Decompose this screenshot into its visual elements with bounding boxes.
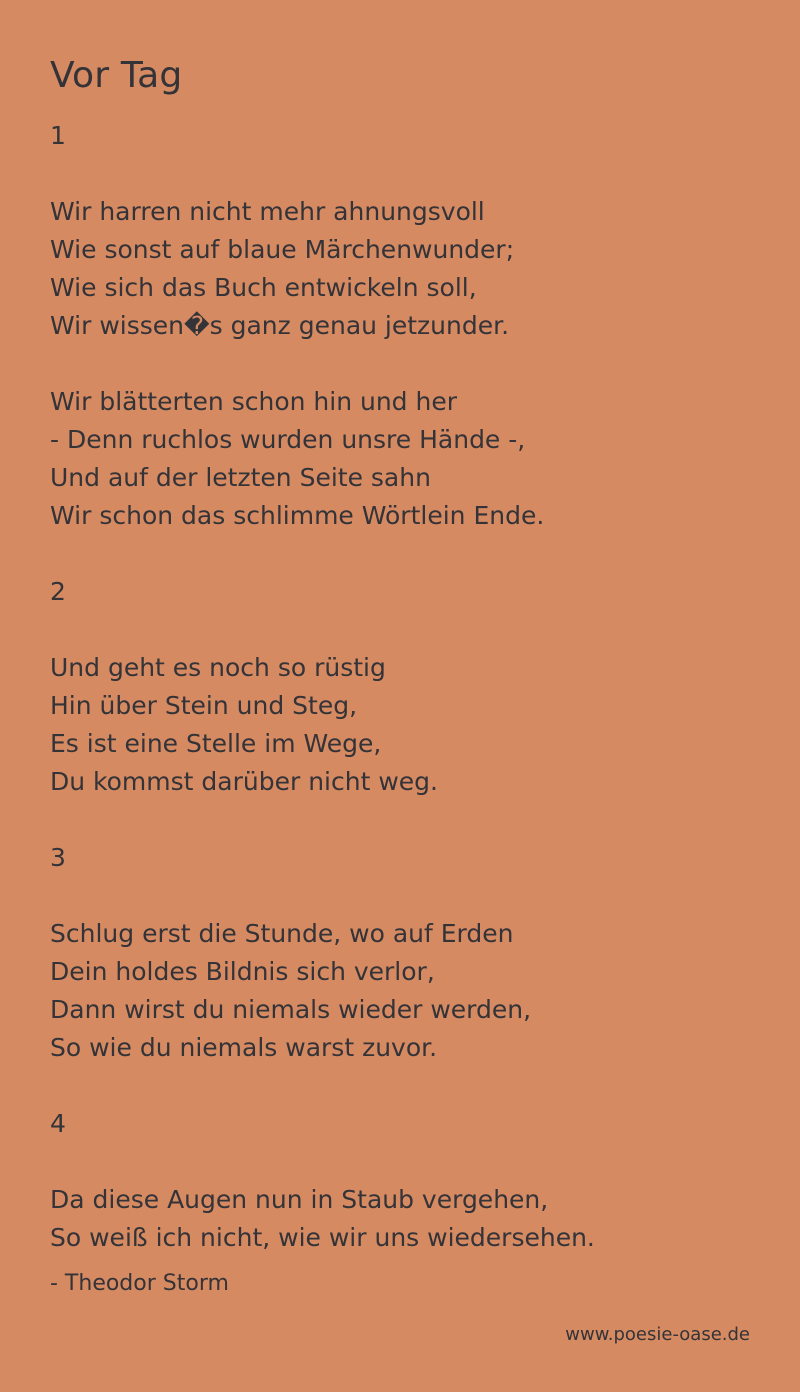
verse-line: Da diese Augen nun in Staub vergehen, bbox=[50, 1185, 549, 1214]
section-number: 1 bbox=[50, 121, 66, 150]
verse-line: Und auf der letzten Seite sahn bbox=[50, 463, 431, 492]
verse-line: - Denn ruchlos wurden unsre Hände -, bbox=[50, 425, 526, 454]
stanza bbox=[50, 1181, 770, 1257]
stanza bbox=[50, 193, 770, 345]
poem-section-1 bbox=[50, 117, 770, 535]
stanza bbox=[50, 649, 770, 801]
verse-line: Schlug erst die Stunde, wo auf Erden bbox=[50, 919, 514, 948]
verse-line: Dann wirst du niemals wieder werden, bbox=[50, 995, 532, 1024]
poem-title: Vor Tag bbox=[50, 55, 183, 96]
verse-line: Dein holdes Bildnis sich verlor, bbox=[50, 957, 435, 986]
verse-line: Wie sich das Buch entwickeln soll, bbox=[50, 273, 477, 302]
section-number: 3 bbox=[50, 843, 66, 872]
verse-line: Wir schon das schlimme Wörtlein Ende. bbox=[50, 501, 545, 530]
verse-line: Es ist eine Stelle im Wege, bbox=[50, 729, 382, 758]
verse-line: So wie du niemals warst zuvor. bbox=[50, 1033, 438, 1062]
verse-line: Hin über Stein und Steg, bbox=[50, 691, 358, 720]
stanza bbox=[50, 915, 770, 1067]
poem bbox=[50, 52, 770, 1299]
verse-line: Wir blätterten schon hin und her bbox=[50, 387, 458, 416]
poem-section-4 bbox=[50, 1105, 770, 1257]
stanza bbox=[50, 383, 770, 535]
verse-line: Du kommst darüber nicht weg. bbox=[50, 767, 438, 796]
section-number: 4 bbox=[50, 1109, 66, 1138]
poem-author: - Theodor Storm bbox=[50, 1271, 229, 1296]
verse-line: Wir harren nicht mehr ahnungsvoll bbox=[50, 197, 485, 226]
verse-line: Wie sonst auf blaue Märchenwunder; bbox=[50, 235, 515, 264]
section-number: 2 bbox=[50, 577, 66, 606]
poem-section-2 bbox=[50, 573, 770, 801]
verse-line: So weiß ich nicht, wie wir uns wiedersehen. bbox=[50, 1223, 595, 1252]
verse-line: Und geht es noch so rüstig bbox=[50, 653, 386, 682]
website-credit: www.poesie-oase.de bbox=[565, 1324, 750, 1345]
verse-line: Wir wissen�s ganz genau jetzunder. bbox=[50, 311, 510, 340]
poem-section-3 bbox=[50, 839, 770, 1067]
